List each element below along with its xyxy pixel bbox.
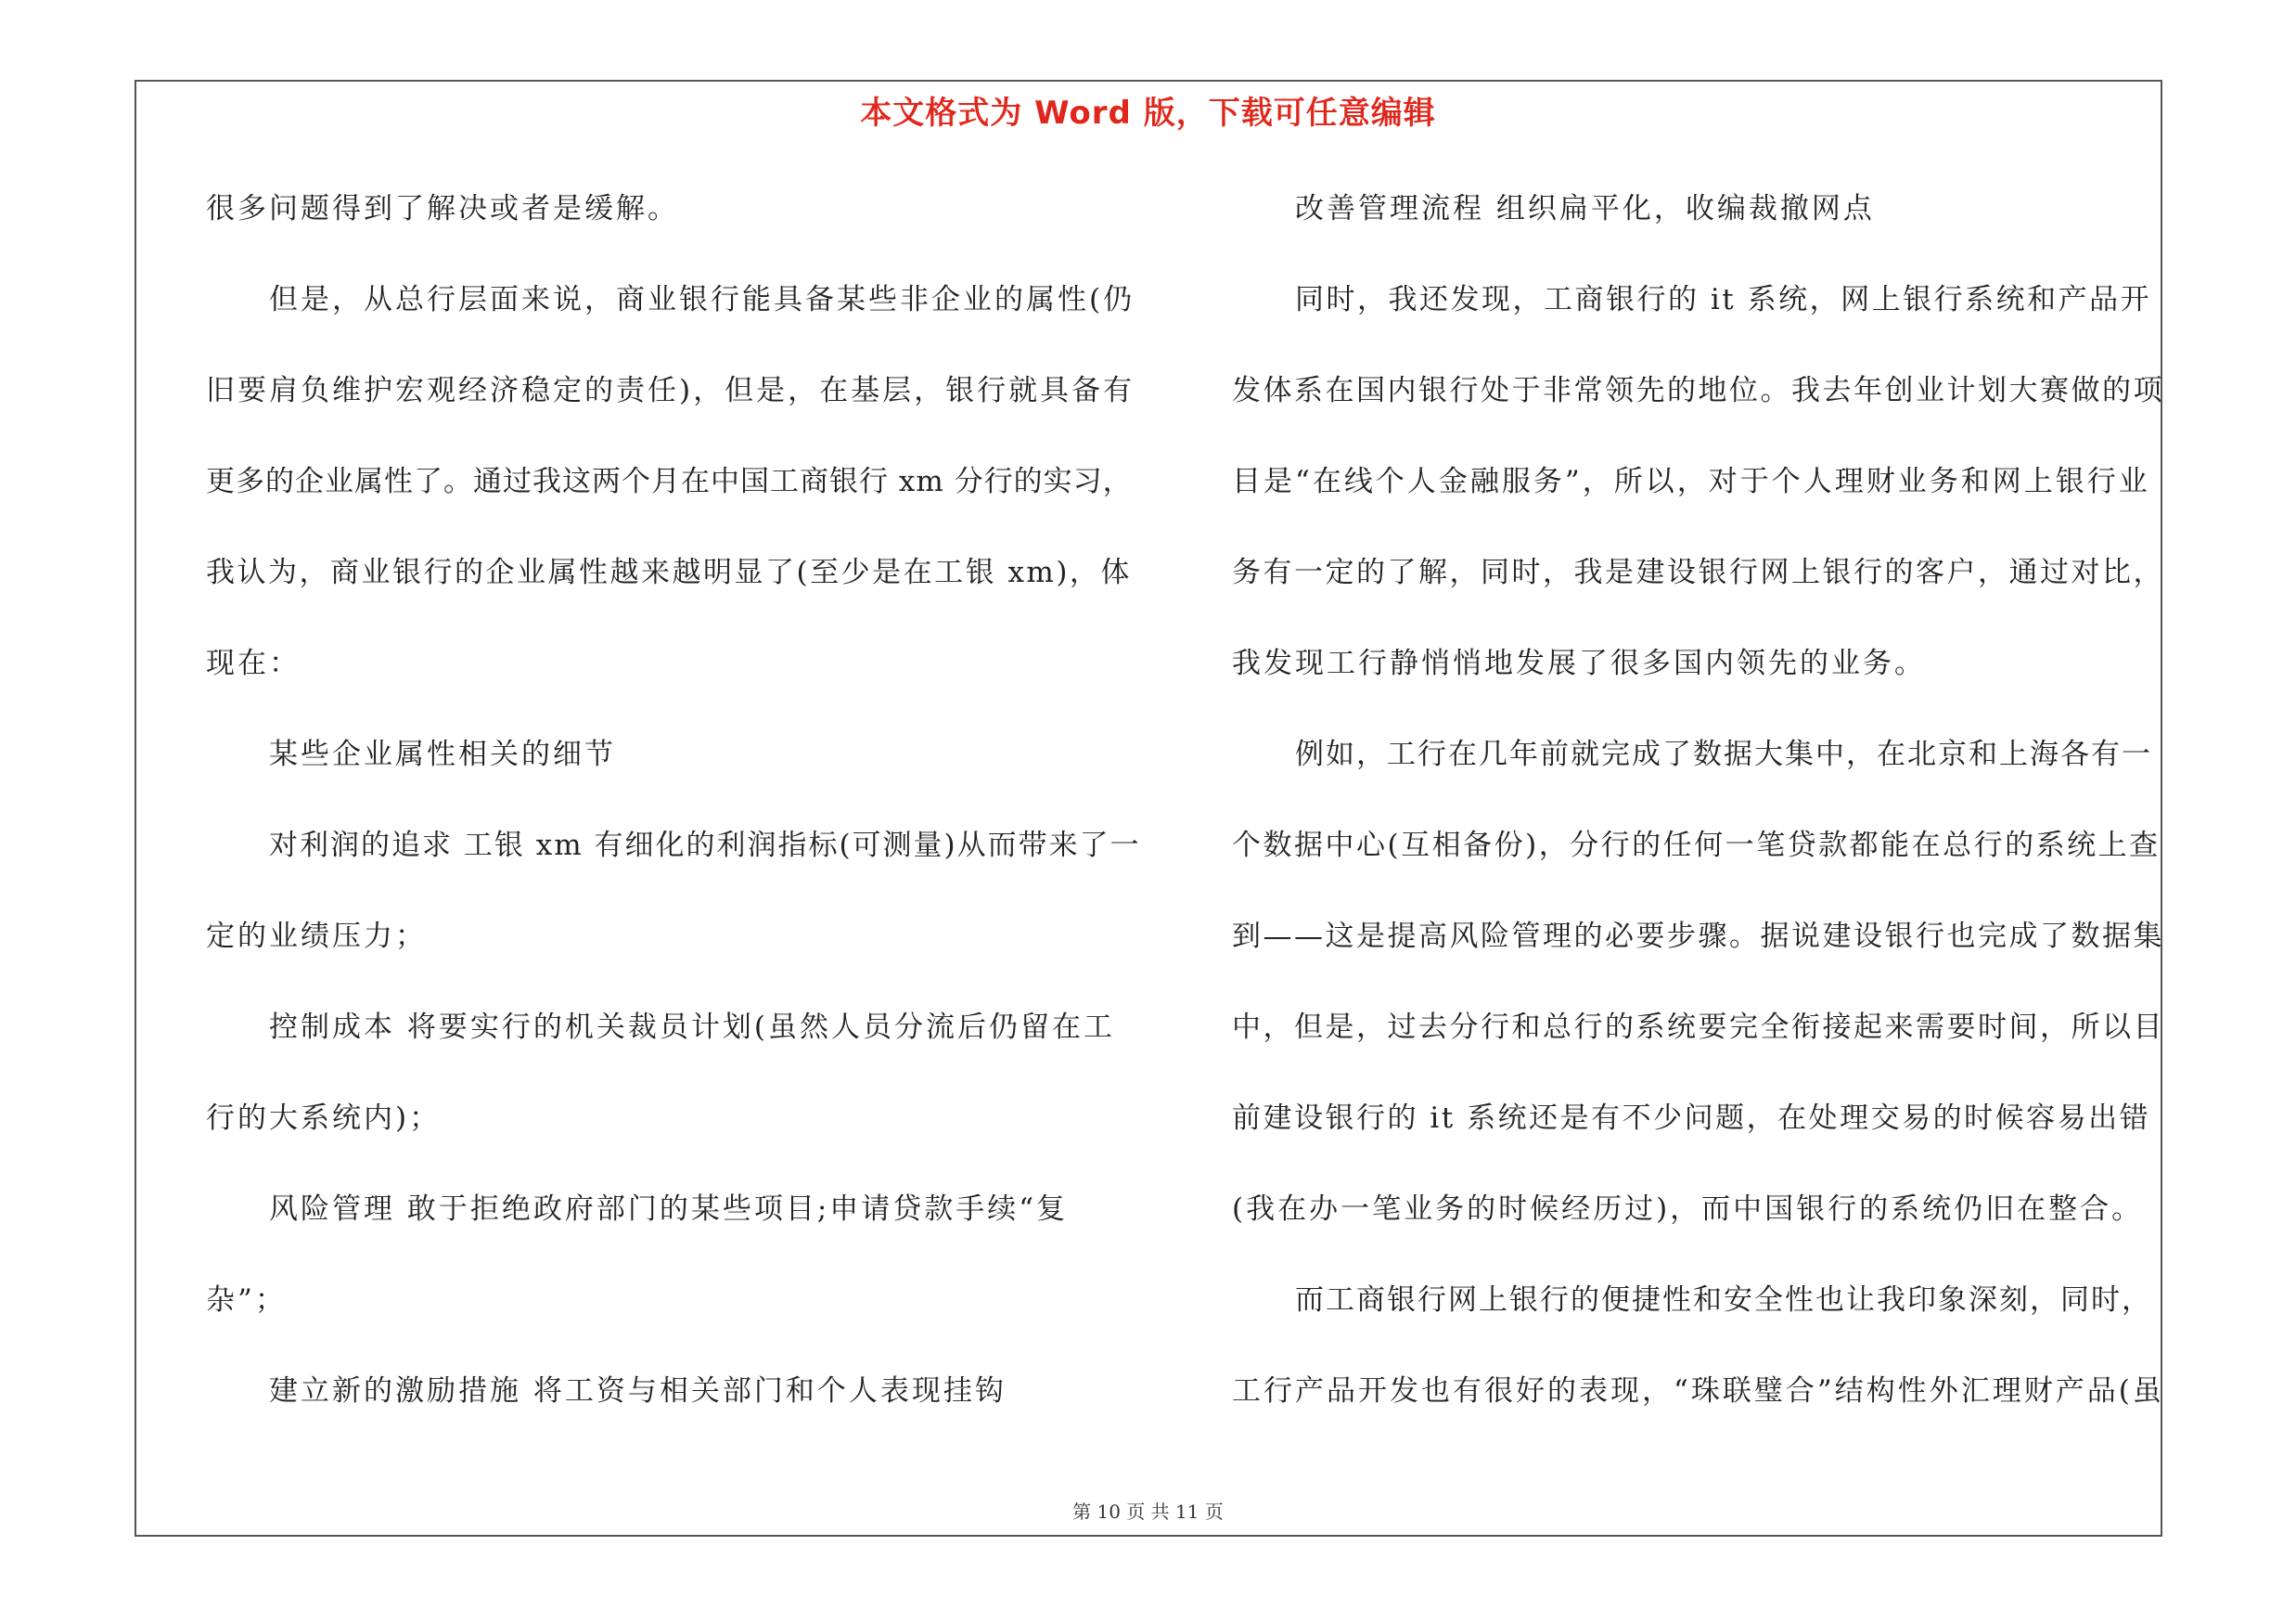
text-line: 对利润的追求 工银 xm 有细化的利润指标(可测量)从而带来了一 xyxy=(269,829,1141,862)
text-line: 控制成本 将要实行的机关裁员计划(虽然人员分流后仍留在工 xyxy=(269,1011,1115,1044)
text-line: 现在： xyxy=(206,647,301,680)
text-line: 个数据中心(互相备份)，分行的任何一笔贷款都能在总行的系统上查 xyxy=(1232,829,2161,862)
text-line: 例如，工行在几年前就完成了数据大集中，在北京和上海各有一 xyxy=(1295,738,2152,771)
text-line: 务有一定的了解，同时，我是建设银行网上银行的客户，通过对比， xyxy=(1232,556,2164,589)
text-line: 杂”； xyxy=(206,1283,287,1317)
text-line: 很多问题得到了解决或者是缓解。 xyxy=(206,192,679,225)
text-line: 发体系在国内银行处于非常领先的地位。我去年创业计划大赛做的项 xyxy=(1232,374,2164,407)
text-line: 我认为，商业银行的企业属性越来越明显了(至少是在工银 xm)，体 xyxy=(206,556,1132,589)
text-line: 某些企业属性相关的细节 xyxy=(269,738,616,771)
text-line: 前建设银行的 it 系统还是有不少问题，在处理交易的时候容易出错 xyxy=(1232,1101,2151,1135)
text-line: 同时，我还发现，工商银行的 it 系统，网上银行系统和产品开 xyxy=(1295,283,2152,316)
text-line: 定的业绩压力； xyxy=(206,920,427,953)
text-line: 更多的企业属性了。通过我这两个月在中国工商银行 xm 分行的实习， xyxy=(206,465,1133,498)
word-format-banner: 本文格式为 Word 版，下载可任意编辑 xyxy=(860,95,1436,132)
text-line: 工行产品开发也有很好的表现，“珠联璧合”结构性外汇理财产品(虽 xyxy=(1232,1374,2164,1408)
text-line: 我发现工行静悄悄地发展了很多国内领先的业务。 xyxy=(1232,647,1926,680)
text-line: 中，但是，过去分行和总行的系统要完全衔接起来需要时间，所以目 xyxy=(1232,1011,2164,1044)
text-line: 而工商银行网上银行的便捷性和安全性也让我印象深刻，同时， xyxy=(1295,1283,2152,1317)
text-line: 目是“在线个人金融服务”，所以，对于个人理财业务和网上银行业 xyxy=(1232,465,2150,498)
text-line: 行的大系统内)； xyxy=(206,1101,442,1135)
text-line: (我在办一笔业务的时候经历过)，而中国银行的系统仍旧在整合。 xyxy=(1232,1192,2144,1226)
text-line: 改善管理流程 组织扁平化，收编裁撤网点 xyxy=(1295,192,1875,225)
text-line: 建立新的激励措施 将工资与相关部门和个人表现挂钩 xyxy=(269,1374,1007,1408)
page-number: 第 10 页 共 11 页 xyxy=(1072,1501,1224,1523)
text-line: 旧要肩负维护宏观经济稳定的责任)，但是，在基层，银行就具备有 xyxy=(206,374,1135,407)
text-line: 到——这是提高风险管理的必要步骤。据说建设银行也完成了数据集 xyxy=(1232,920,2164,953)
text-line: 但是，从总行层面来说，商业银行能具备某些非企业的属性(仍 xyxy=(269,283,1135,316)
text-line: 风险管理 敢于拒绝政府部门的某些项目;申请贷款手续“复 xyxy=(269,1192,1069,1226)
